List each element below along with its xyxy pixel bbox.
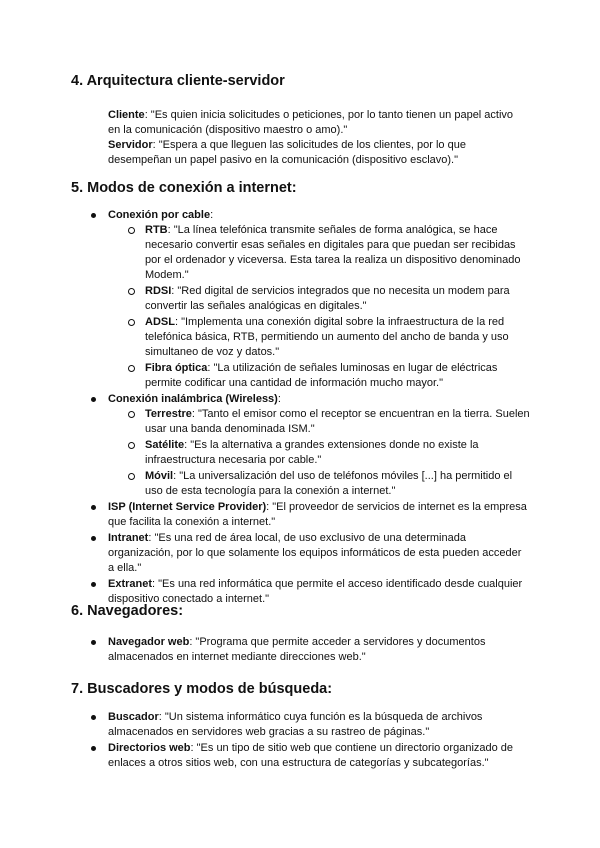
cliente-term: Cliente bbox=[108, 109, 145, 121]
list-item-satelite bbox=[126, 438, 530, 468]
list-item-buscador bbox=[90, 710, 530, 740]
list-item-intranet bbox=[90, 531, 530, 576]
terrestre-text: : "Tanto el emisor como el receptor se encuentran en la tierra. Suelen usar una banda denominada ISM." bbox=[145, 408, 530, 435]
list-item-rtb bbox=[126, 223, 530, 283]
section-4-heading: 4. Arquitectura cliente-servidor bbox=[71, 73, 285, 89]
bullet-circle-icon bbox=[128, 288, 135, 295]
fibra-term: Fibra óptica bbox=[145, 362, 208, 374]
adsl-text: : "Implementa una conexión digital sobre la infraestructura de la red telefónica básica, RTB, permitiendo un aumento del ancho de banda y uso simultaneo de voz y datos." bbox=[145, 316, 509, 358]
movil-term: Móvil bbox=[145, 470, 174, 482]
bullet-disc-icon bbox=[91, 582, 96, 587]
cliente-definition bbox=[108, 108, 528, 138]
list-item-navegador bbox=[90, 635, 530, 665]
directorios-term: Directorios web bbox=[108, 742, 191, 754]
satelite-text: : "Es la alternativa a grandes extensiones donde no existe la infraestructura necesaria por cable." bbox=[145, 439, 479, 466]
list-item-wireless bbox=[90, 392, 530, 499]
list-item-adsl bbox=[126, 315, 530, 360]
intranet-text: : "Es una red de área local, de uso exclusivo de una determinada organización, por lo que solamente los equipos informáticos de esta pueden acceder a ella." bbox=[108, 532, 522, 574]
buscador-text: : "Un sistema informático cuya función es la búsqueda de archivos almacenados en servidores web gracias a su rastreo de páginas." bbox=[108, 711, 483, 738]
navegador-text: : "Programa que permite acceder a servidores y documentos almacenados en internet mediante direcciones web." bbox=[108, 636, 486, 663]
bullet-circle-icon bbox=[128, 319, 135, 326]
satelite-term: Satélite bbox=[145, 439, 185, 451]
cable-term: Conexión por cable bbox=[108, 209, 211, 221]
directorios-text: : "Es un tipo de sitio web que contiene un directorio organizado de enlaces a otros sitios web, con una estructura de categorías y subcategorías." bbox=[108, 742, 514, 769]
wireless-suffix: : bbox=[277, 393, 281, 405]
adsl-term: ADSL bbox=[145, 316, 175, 328]
extranet-term: Extranet bbox=[108, 578, 153, 590]
section-6-heading: 6. Navegadores: bbox=[71, 603, 184, 619]
servidor-text: : "Espera a que lleguen las solicitudes de los clientes, por lo que desempeñan un papel pasivo en la comunicación (dispositivo esclavo)." bbox=[108, 139, 466, 166]
list-item-directorios bbox=[90, 741, 530, 771]
rtb-term: RTB bbox=[145, 224, 168, 236]
section-5-heading: 5. Modos de conexión a internet: bbox=[71, 180, 297, 196]
section-6-list bbox=[90, 635, 530, 666]
terrestre-term: Terrestre bbox=[145, 408, 192, 420]
bullet-circle-icon bbox=[128, 473, 135, 480]
wireless-term: Conexión inalámbrica (Wireless) bbox=[108, 393, 278, 405]
bullet-disc-icon bbox=[91, 505, 96, 510]
isp-term: ISP (Internet Service Provider) bbox=[108, 501, 267, 513]
bullet-disc-icon bbox=[91, 715, 96, 720]
intranet-term: Intranet bbox=[108, 532, 149, 544]
list-item-isp bbox=[90, 500, 530, 530]
list-item-fibra bbox=[126, 361, 530, 391]
servidor-definition bbox=[108, 138, 528, 168]
bullet-disc-icon bbox=[91, 746, 96, 751]
bullet-circle-icon bbox=[128, 365, 135, 372]
cable-suffix: : bbox=[210, 209, 214, 221]
bullet-disc-icon bbox=[91, 536, 96, 541]
list-item-terrestre bbox=[126, 407, 530, 437]
section-7-heading: 7. Buscadores y modos de búsqueda: bbox=[71, 681, 333, 697]
section-5-list bbox=[90, 208, 530, 608]
movil-text: : "La universalización del uso de teléfonos móviles [...] ha permitido el uso de esta tecnología para la conexión a internet." bbox=[145, 470, 513, 497]
extranet-text: : "Es una red informática que permite el acceso identificado desde cualquier dispositivo conectado a internet." bbox=[108, 578, 523, 605]
list-item-cable bbox=[90, 208, 530, 391]
bullet-disc-icon bbox=[91, 397, 96, 402]
list-item-movil bbox=[126, 469, 530, 499]
fibra-text: : "La utilización de señales luminosas en lugar de eléctricas permite codificar una cantidad de información mucho mayor." bbox=[145, 362, 498, 389]
bullet-circle-icon bbox=[128, 227, 135, 234]
rdsi-term: RDSI bbox=[145, 285, 172, 297]
buscador-term: Buscador bbox=[108, 711, 159, 723]
list-item-rdsi bbox=[126, 284, 530, 314]
cable-sublist bbox=[126, 223, 530, 391]
rtb-text: : "La línea telefónica transmite señales de forma analógica, se hace necesario convertir esas señales en digitales para que puedan ser recibidas por el ordenador y viceversa. Esta tarea la realiza un dispositivo denominado Modem." bbox=[145, 224, 521, 281]
servidor-term: Servidor bbox=[108, 139, 153, 151]
bullet-disc-icon bbox=[91, 640, 96, 645]
wireless-sublist bbox=[126, 407, 530, 499]
section-7-list bbox=[90, 710, 530, 772]
section-4-body bbox=[108, 108, 528, 168]
rdsi-text: : "Red digital de servicios integrados que no necesita un modem para convertir las señales analógicas en digitales." bbox=[145, 285, 510, 312]
bullet-circle-icon bbox=[128, 411, 135, 418]
isp-text: : "El proveedor de servicios de internet es la empresa que facilita la conexión a internet." bbox=[108, 501, 527, 528]
bullet-circle-icon bbox=[128, 442, 135, 449]
cliente-text: : "Es quien inicia solicitudes o peticiones, por lo tanto tienen un papel activo en la comunicación (dispositivo maestro o amo)." bbox=[108, 109, 514, 136]
bullet-disc-icon bbox=[91, 213, 96, 218]
navegador-term: Navegador web bbox=[108, 636, 190, 648]
